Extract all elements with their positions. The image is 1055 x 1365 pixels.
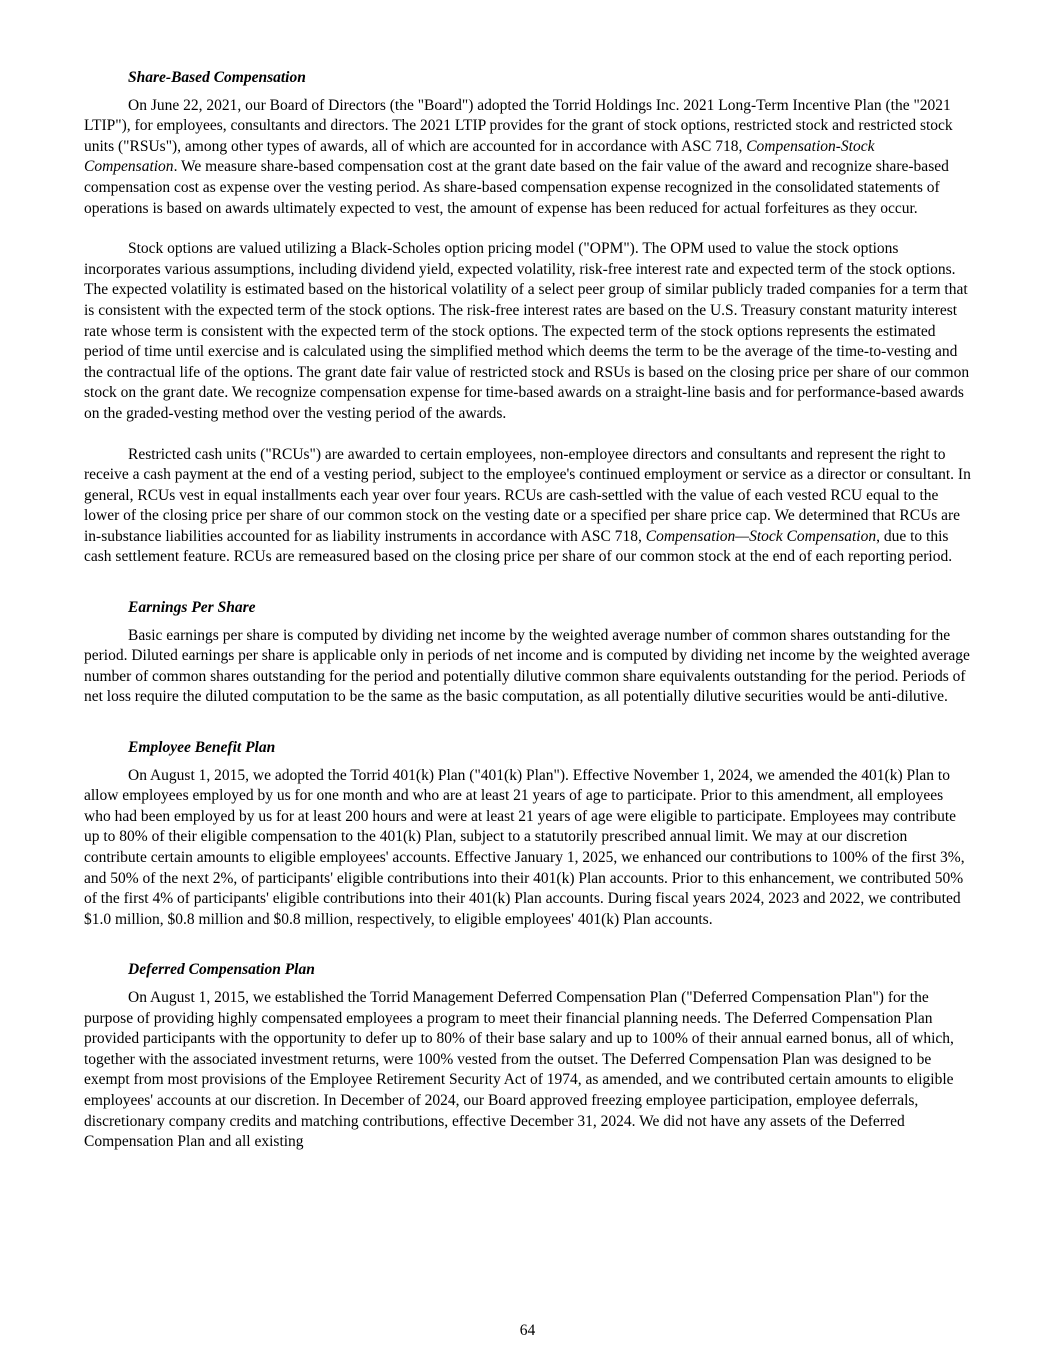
paragraph-earnings-per-share: Basic earnings per share is computed by dividing net income by the weighted average number of common shares outstanding for the period. Diluted earnings per share is applicable only in periods of net income and is computed by dividing net income by the weighted average number of common shares outstanding for the period and potentially dilutive common share equivalents outstanding for the period. Periods of net loss require the diluted computation to be the same as the basic computation, as all potentially dilutive securities would be anti-dilutive. [84, 626, 970, 706]
paragraph-text: . We measure share-based compensation cost at the grant date based on the fair value of the award and recognize share-based compensation cost as expense over the vesting period. As share-based compensation expense recognized in the consolidated statements of operations is based on awards ultimately expected to vest, the amount of expense has been reduced for actual forfeitures as they occur. [84, 158, 949, 217]
italic-reference: Compensation—Stock Compensation [645, 527, 877, 545]
italic-reference: Compensation-Stock Compensation [84, 137, 875, 176]
paragraph-text: On June 22, 2021, our Board of Directors (the "Board") adopted the Torrid Holdings Inc. 2021 Long-Term Incentive Plan (the "2021 LTIP"), for employees, consultants and directors. The 2021 LTIP provides for the grant of stock options, restricted stock and restricted stock units ("RSUs"), among other types of awards, all of which are accounted for in accordance with ASC 718, [84, 96, 953, 155]
section-heading-earnings-per-share: Earnings Per Share [128, 599, 256, 617]
document-page [84, 68, 971, 1153]
paragraph-text: , due to this cash settlement feature. RCUs are remeasured based on the closing price per share of our common stock at the end of each reporting period. [84, 527, 953, 566]
paragraph-2021-ltip [84, 96, 971, 220]
paragraph-deferred-compensation-plan: On August 1, 2015, we established the Torrid Management Deferred Compensation Plan ("Deferred Compensation Plan") for the purpose of providing highly compensated employees a program to meet their financial planning needs. The Deferred Compensation Plan provided participants with the opportunity to defer up to 80% of their base salary and up to 100% of their annual earned bonus, all of which, together with the associated investment returns, were 100% vested from the outset. The Deferred Compensation Plan was designed to be exempt from most provisions of the Employee Retirement Security Act of 1974, as amended, and we contributed certain amounts to eligible employees' accounts at our discretion. In December of 2024, our Board approved freezing employee participation, employee deferrals, discretionary company credits and matching contributions, effective December 31, 2024. We did not have any assets of the Deferred Compensation Plan and all existing [84, 988, 954, 1151]
section-heading-share-based-compensation: Share-Based Compensation [128, 69, 306, 86]
paragraph-text: Restricted cash units ("RCUs") are awarded to certain employees, non-employee directors and consultants and represent the right to receive a cash payment at the end of a vesting period, subject to the employee's continued employment or service as a director or consultant. In general, RCUs vest in equal installments each year over four years. RCUs are cash-settled with the value of each vested RCU equal to the lower of the closing price per share of our common stock on the vesting date or a specified per share price cap. We determined that RCUs are in-substance liabilities accounted for as liability instruments in accordance with ASC 718, [84, 445, 971, 545]
paragraph-401k-plan: On August 1, 2015, we adopted the Torrid 401(k) Plan ("401(k) Plan"). Effective November 1, 2024, we amended the 401(k) Plan to allow employees employed by us for one month and who are at least 21 years of age to participate. Prior to this amendment, all employees who had been employed by us for at least 200 hours and were at least 21 years of age were eligible to participate. Employees may contribute up to 80% of their eligible compensation to the 401(k) Plan, subject to a statutorily prescribed annual limit. We may at our discretion contribute certain amounts to eligible employees' accounts. Effective January 1, 2025, we enhanced our contributions to 100% of the first 3%, and 50% of the next 2%, of participants' eligible contributions into their 401(k) Plan accounts. Prior to this enhancement, we contributed 50% of the first 4% of participants' eligible contributions into their 401(k) Plan accounts. During fiscal years 2024, 2023 and 2022, we contributed $1.0 million, $0.8 million and $0.8 million, respectively, to eligible employees' 401(k) Plan accounts. [84, 766, 965, 928]
paragraph-stock-options: Stock options are valued utilizing a Black-Scholes option pricing model ("OPM"). The OPM used to value the stock options incorporates various assumptions, including dividend yield, expected volatility, risk-free interest rate and expected term of the stock options. The expected volatility is estimated based on the historical volatility of a select peer group of similar publicly traded companies for a term that is consistent with the expected term of the stock options. The risk-free interest rates are based on the U.S. Treasury constant maturity interest rate whose term is consistent with the expected term of the stock options. The expected term of the stock options represents the estimated period of time until exercise and is calculated using the simplified method which deems the term to be the average of the time-to-vesting and the contractual life of the options. The grant date fair value of restricted stock and RSUs is based on the closing price per share of our common stock on the grant date. We recognize compensation expense for time-based awards on a straight-line basis and for performance-based awards on the graded-vesting method over the vesting period of the awards. [84, 240, 970, 422]
section-heading-deferred-compensation-plan: Deferred Compensation Plan [128, 961, 315, 979]
page-number: 64 [519, 1322, 536, 1339]
section-heading-employee-benefit-plan: Employee Benefit Plan [128, 739, 276, 757]
paragraph-restricted-cash-units [84, 445, 971, 569]
